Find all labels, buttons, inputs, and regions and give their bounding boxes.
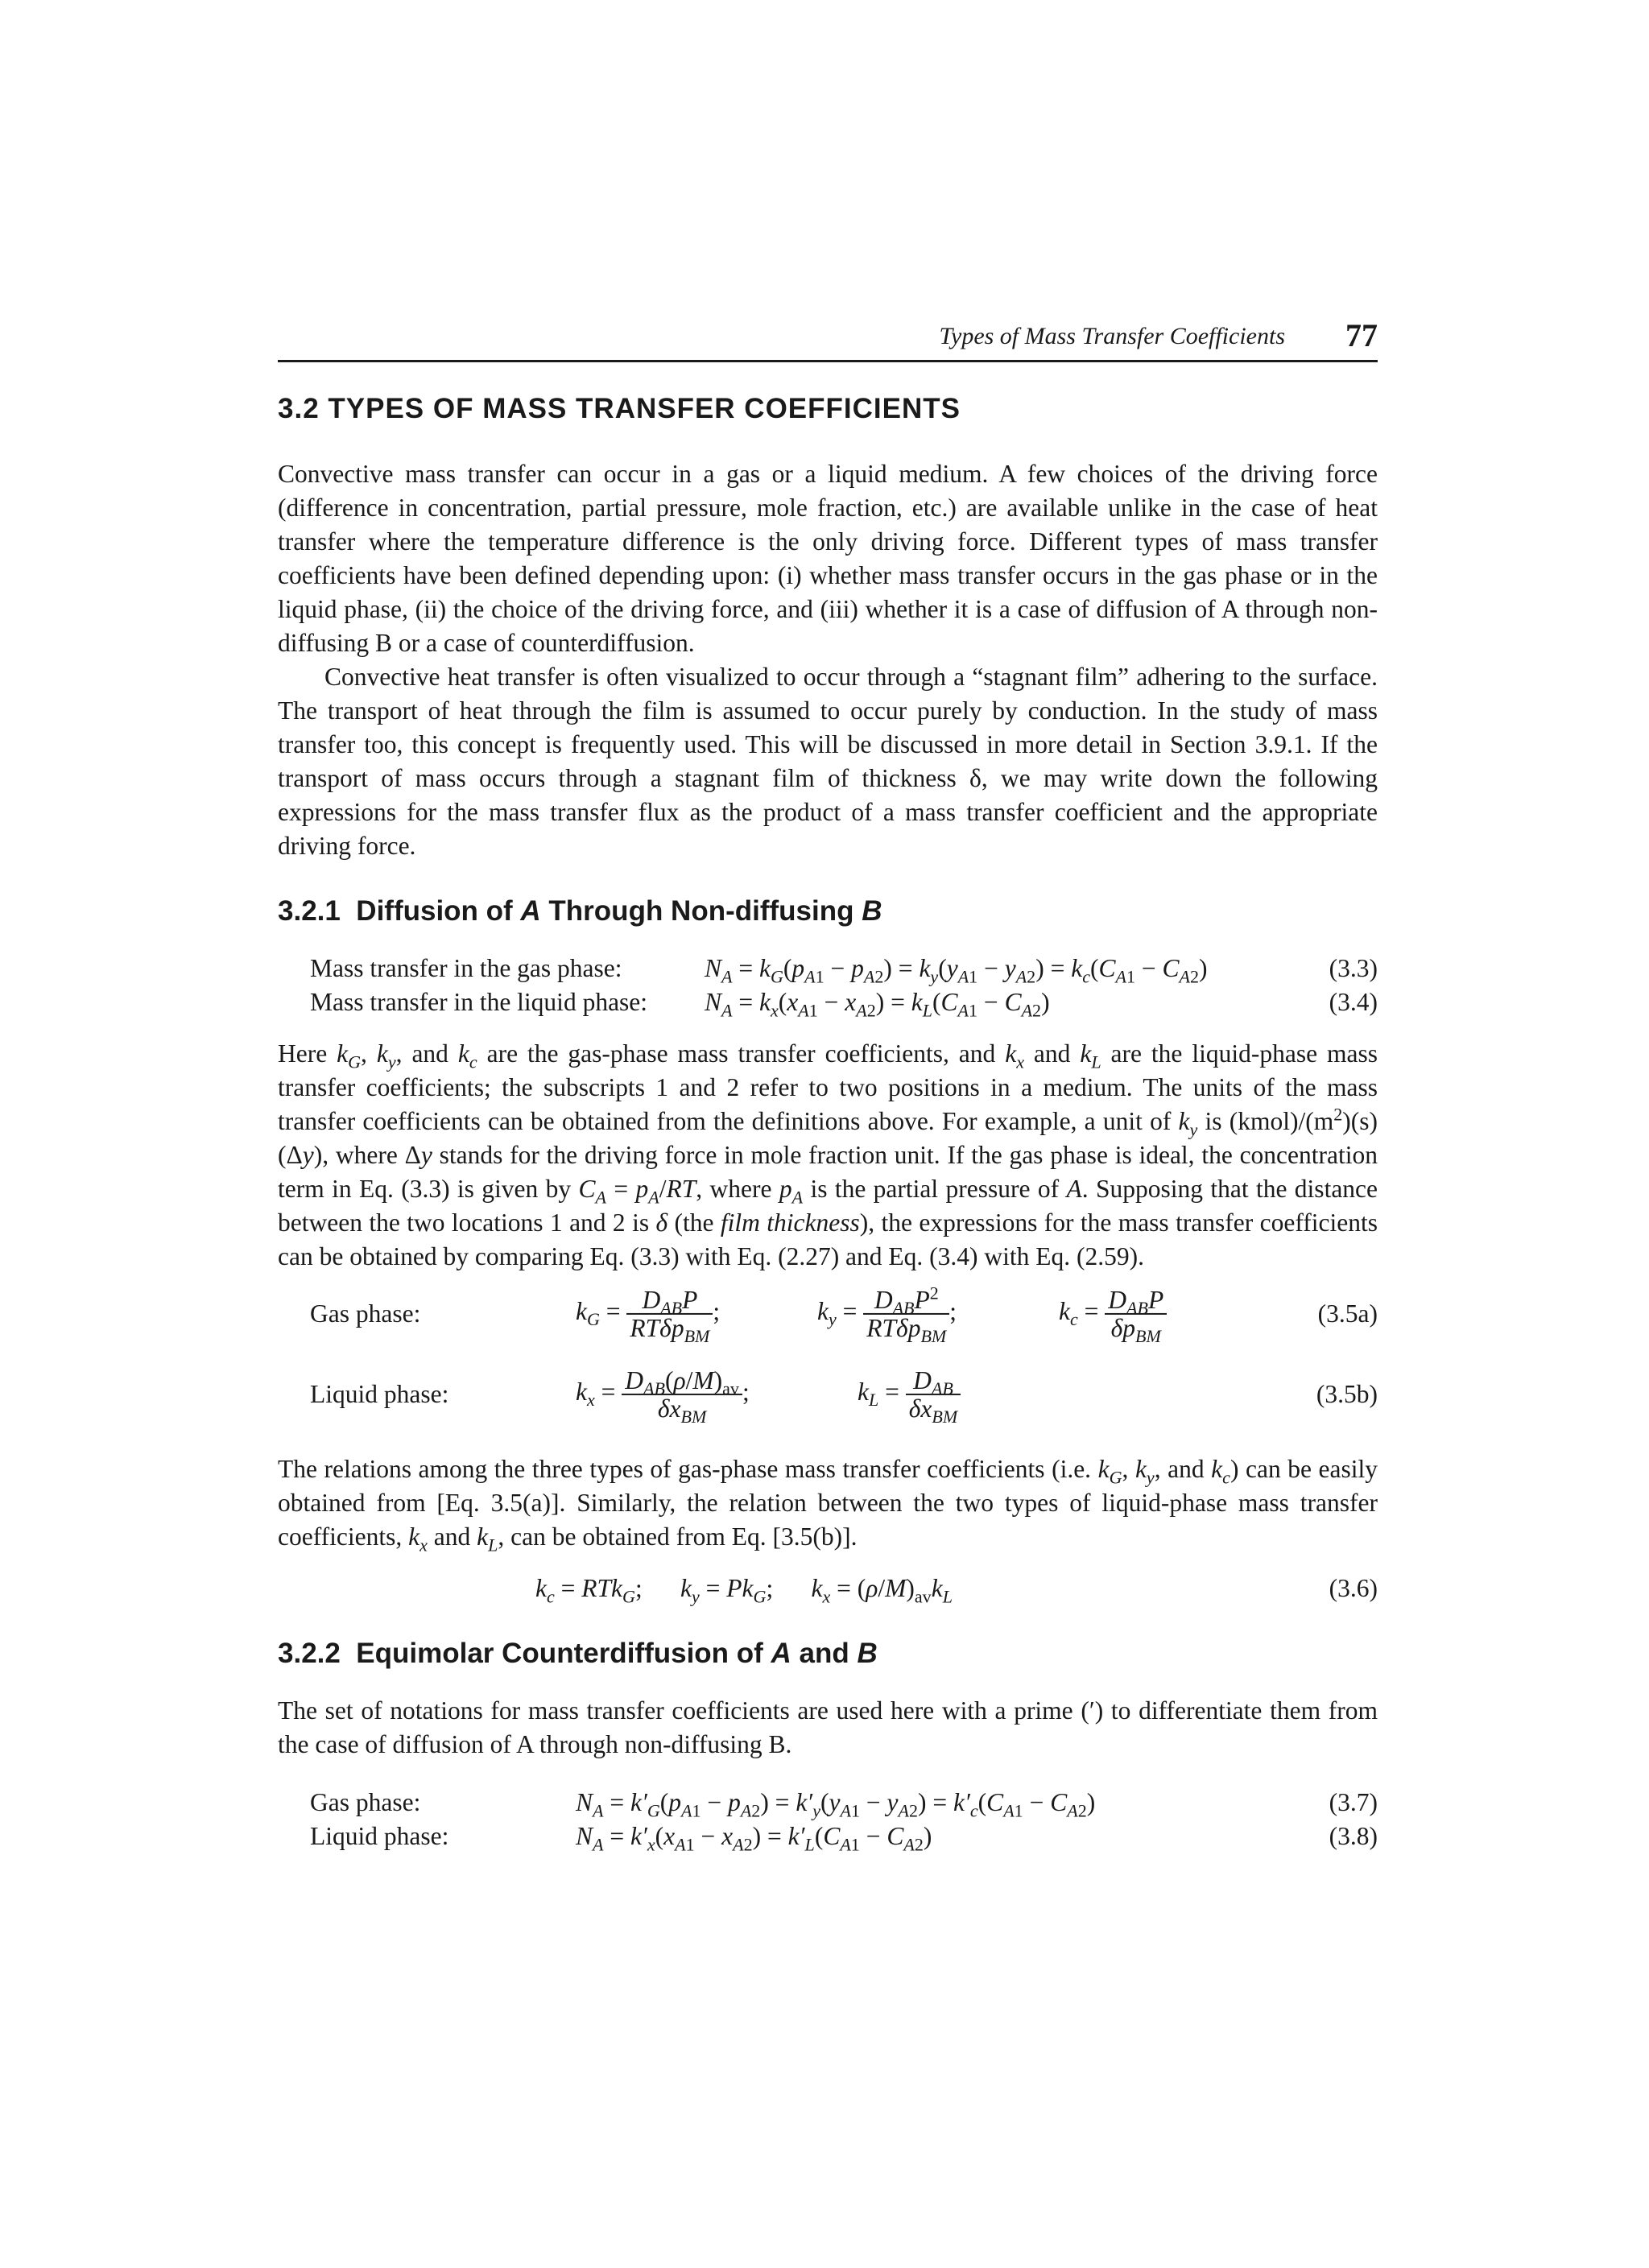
equation-number: (3.8) <box>1329 1822 1378 1850</box>
equation-kx: $k_x$ = $\frac{D_{AB}(\rho/M)_{av}}{\delta x_{BM}}$ ; <box>576 1365 750 1427</box>
equation-expression: $N_A = k_x(x_{A1} - x_{A2}) = k_L(C_{A1} - C_{A2})$ <box>705 988 1050 1021</box>
equation-3-4 <box>278 985 1378 1019</box>
equation-kl: $k_L$ = $\frac{D_{AB}}{\delta x_{BM}}$ <box>858 1367 961 1422</box>
equation-label: Mass transfer in the liquid phase: <box>310 988 648 1016</box>
page-number: 77 <box>1345 317 1378 353</box>
equation-label: Liquid phase: <box>310 1822 449 1850</box>
equation-expression: $k_c = RTk_G$; $k_y = Pk_G$; $k_x = (\rho/M)_{av}k_L$ <box>535 1574 953 1607</box>
paragraph-stagnant-film: Convective heat transfer is often visualized to occur through a “stagnant film” adhering to the surface. The transport of heat through the film is assumed to occur purely by conduction. In the study of mass transfer too, this concept is frequently used. This will be discussed in more detail in Section 3.9.1. If the transport of mass occurs through a stagnant film of thickness δ, we may write down the following expressions for the mass transfer flux as the product of a mass transfer coefficient and the appropriate driving force. <box>278 663 1378 860</box>
equation-3-7 <box>278 1786 1378 1820</box>
running-title: Types of Mass Transfer Coefficients <box>939 323 1285 349</box>
equation-expression: $N_A = k'_G(p_{A1} - p_{A2}) = k'_y(y_{A1} - y_{A2}) = k'_c(C_{A1} - C_{A2})$ <box>576 1788 1096 1821</box>
equation-3-6 <box>278 1572 1378 1605</box>
equation-number: (3.5a) <box>1317 1299 1378 1328</box>
equation-3-5a <box>278 1274 1378 1354</box>
equation-ky: $k_y$ = $\frac{D_{AB}P^2}{RT\delta p_{BM}}$ ; <box>817 1283 957 1347</box>
equation-3-8 <box>278 1820 1378 1853</box>
paragraph-intro: Convective mass transfer can occur in a gas or a liquid medium. A few choices of the driving force (difference in concentration, partial pressure, mole fraction, etc.) are available unlike in the case of heat transfer where the temperature difference is the only driving force. Different types of mass transfer coefficients have been defined depending upon: (i) whether mass transfer occurs in the gas phase or in the liquid phase, (ii) the choice of the driving force, and (iii) whether it is a case of diffusion of A through non-diffusing B or a case of counterdiffusion. <box>278 460 1378 657</box>
equation-label: Gas phase: <box>310 1788 421 1816</box>
equation-number: (3.3) <box>1329 954 1378 982</box>
equation-kc: $k_c$ = $\frac{D_{AB}P}{\delta p_{BM}}$ <box>1059 1287 1167 1341</box>
paragraph-relations: The relations among the three types of gas-phase mass transfer coefficients (i.e. $k_G$, $k_y$, and $k_c$) can be easily obtained from [Eq. 3.5(a)]. Similarly, the relation between the two types of liquid-phase mass transfer coefficients, $k_x$ and $k_L$, can be obtained from Eq. [3.5(b)]. <box>278 1455 1378 1555</box>
equation-number: (3.7) <box>1329 1788 1378 1816</box>
paragraph-prime-notation: The set of notations for mass transfer coefficients are used here with a prime (′) to differentiate them from the case of diffusion of A through non-diffusing B. <box>278 1696 1378 1758</box>
subsection-heading-3-2-2: 3.2.2 Equimolar Counterdiffusion of A and B <box>278 1638 878 1669</box>
equation-kg: $k_G$ = $\frac{D_{AB}P}{RT\delta p_{BM}}$ ; <box>576 1285 721 1347</box>
running-header <box>278 318 1378 362</box>
equation-3-3 <box>278 952 1378 985</box>
equation-number: (3.4) <box>1329 988 1378 1016</box>
equation-3-5b <box>278 1354 1378 1435</box>
equation-label: Gas phase: <box>310 1299 421 1328</box>
equation-expression: $N_A = k_G(p_{A1} - p_{A2}) = k_y(y_{A1} - y_{A2}) = k_c(C_{A1} - C_{A2})$ <box>705 954 1208 987</box>
equation-expression: $N_A = k'_x(x_{A1} - x_{A2}) = k'_L(C_{A1} - C_{A2})$ <box>576 1822 932 1855</box>
section-heading: 3.2 TYPES OF MASS TRANSFER COEFFICIENTS <box>278 393 961 424</box>
equation-label: Mass transfer in the gas phase: <box>310 954 622 982</box>
page <box>278 318 1378 1853</box>
equation-label: Liquid phase: <box>310 1380 449 1408</box>
equation-number: (3.5b) <box>1316 1380 1378 1408</box>
equation-number: (3.6) <box>1329 1574 1378 1602</box>
paragraph-coefficient-units: Here $k_G$, $k_y$, and $k_c$ are the gas-phase mass transfer coefficients, and $k_x$ and $k_L$ are the liquid-phase mass transfer coefficients; the subscripts 1 and 2 refer to two positions in a medium. The units of the mass transfer coefficients can be obtained from the definitions above. For example, a unit of $k_y$ is $(kmol)/(m^2)(s)(\Delta y)$, where Δy stands for the driving force in mole fraction unit. If the gas phase is ideal, the concentration term in Eq. (3.3) is given by $C_A = p_A/RT$, where $p_A$ is the partial pressure of A. Supposing that the distance between the two locations 1 and 2 is δ (the film thickness), the expressions for the mass transfer coefficients can be obtained by comparing Eq. (3.3) with Eq. (2.27) and Eq. (3.4) with Eq. (2.59). <box>278 1039 1378 1270</box>
subsection-heading-3-2-1: 3.2.1 Diffusion of A Through Non-diffusing B <box>278 895 882 927</box>
